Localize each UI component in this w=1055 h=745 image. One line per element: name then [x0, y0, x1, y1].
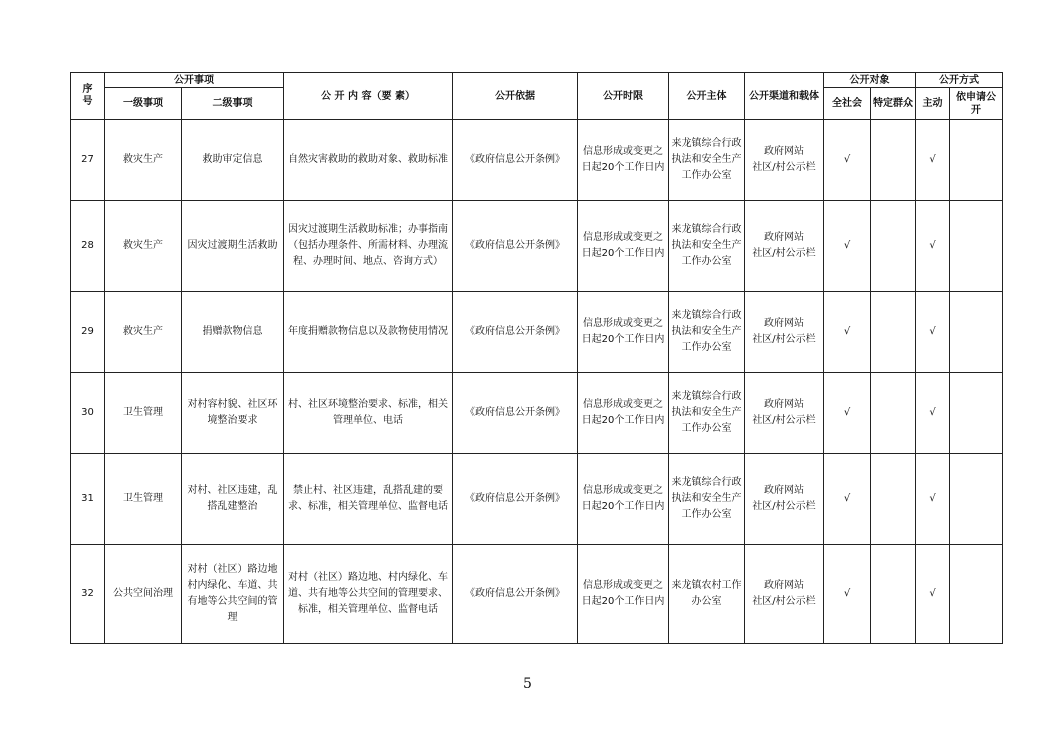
cell-no: 28 — [71, 201, 105, 292]
cell-target-all: √ — [824, 201, 871, 292]
table-row — [71, 292, 1003, 373]
header-public-items: 公开事项 — [105, 73, 284, 88]
cell-basis: 《政府信息公开条例》 — [453, 454, 578, 545]
header-basis: 公开依据 — [453, 73, 578, 120]
cell-level2: 对村（社区）路边地村内绿化、车道、共有地等公共空间的管理 — [182, 545, 284, 644]
cell-subject: 来龙镇综合行政执法和安全生产工作办公室 — [669, 201, 745, 292]
header-row-1 — [71, 73, 1003, 88]
cell-target-all: √ — [824, 545, 871, 644]
header-level1: 一级事项 — [105, 88, 182, 120]
cell-method-active: √ — [916, 120, 950, 201]
cell-channel — [745, 373, 824, 454]
channel-website: 政府网站 — [764, 146, 804, 157]
table-row — [71, 120, 1003, 201]
cell-time: 信息形成或变更之日起20个工作日内 — [578, 454, 669, 545]
cell-no: 27 — [71, 120, 105, 201]
cell-level1: 救灾生产 — [105, 120, 182, 201]
disclosure-table — [70, 72, 1003, 644]
cell-channel — [745, 201, 824, 292]
cell-level1: 卫生管理 — [105, 373, 182, 454]
cell-target-all: √ — [824, 292, 871, 373]
cell-time: 信息形成或变更之日起20个工作日内 — [578, 201, 669, 292]
cell-basis: 《政府信息公开条例》 — [453, 373, 578, 454]
header-target-all: 全社会 — [824, 88, 871, 120]
cell-target-specific — [871, 373, 916, 454]
cell-level1: 公共空间治理 — [105, 545, 182, 644]
cell-level1: 卫生管理 — [105, 454, 182, 545]
cell-target-all: √ — [824, 120, 871, 201]
cell-target-all: √ — [824, 373, 871, 454]
cell-level1: 救灾生产 — [105, 292, 182, 373]
cell-content: 对村（社区）路边地、村内绿化、车道、共有地等公共空间的管理要求、标准，相关管理单位、监督电话 — [284, 545, 453, 644]
cell-level2: 因灾过渡期生活救助 — [182, 201, 284, 292]
cell-method-active: √ — [916, 373, 950, 454]
cell-method-request — [950, 292, 1003, 373]
cell-content: 禁止村、社区违建，乱搭乱建的要求、标准，相关管理单位、监督电话 — [284, 454, 453, 545]
cell-method-active: √ — [916, 292, 950, 373]
cell-target-specific — [871, 454, 916, 545]
cell-method-request — [950, 373, 1003, 454]
cell-method-request — [950, 120, 1003, 201]
cell-level2: 对村容村貌、社区环境整治要求 — [182, 373, 284, 454]
header-subject: 公开主体 — [669, 73, 745, 120]
header-method: 公开方式 — [916, 73, 1003, 88]
cell-target-all: √ — [824, 454, 871, 545]
header-method-request: 依申请公开 — [950, 88, 1003, 120]
cell-method-request — [950, 545, 1003, 644]
cell-subject: 来龙镇综合行政执法和安全生产工作办公室 — [669, 292, 745, 373]
channel-website: 政府网站 — [764, 580, 804, 591]
cell-basis: 《政府信息公开条例》 — [453, 292, 578, 373]
header-channel: 公开渠道和载体 — [745, 73, 824, 120]
channel-notice-board: 社区/村公示栏 — [752, 596, 816, 607]
channel-website: 政府网站 — [764, 485, 804, 496]
cell-channel — [745, 545, 824, 644]
cell-level2: 捐赠款物信息 — [182, 292, 284, 373]
cell-channel — [745, 120, 824, 201]
cell-no: 31 — [71, 454, 105, 545]
table-row — [71, 545, 1003, 644]
cell-target-specific — [871, 292, 916, 373]
cell-no: 29 — [71, 292, 105, 373]
channel-website: 政府网站 — [764, 399, 804, 410]
cell-subject: 来龙镇综合行政执法和安全生产工作办公室 — [669, 454, 745, 545]
cell-basis: 《政府信息公开条例》 — [453, 120, 578, 201]
cell-content: 年度捐赠款物信息以及款物使用情况 — [284, 292, 453, 373]
table-row — [71, 454, 1003, 545]
cell-target-specific — [871, 545, 916, 644]
cell-time: 信息形成或变更之日起20个工作日内 — [578, 292, 669, 373]
channel-website: 政府网站 — [764, 232, 804, 243]
cell-method-request — [950, 454, 1003, 545]
cell-method-request — [950, 201, 1003, 292]
cell-subject: 来龙镇综合行政执法和安全生产工作办公室 — [669, 373, 745, 454]
header-seq: 序号 — [71, 73, 105, 120]
channel-notice-board: 社区/村公示栏 — [752, 248, 816, 259]
channel-website: 政府网站 — [764, 318, 804, 329]
header-time: 公开时限 — [578, 73, 669, 120]
cell-level1: 救灾生产 — [105, 201, 182, 292]
cell-content: 因灾过渡期生活救助标准；办事指南（包括办理条件、所需材料、办理流程、办理时间、地点、咨询方式） — [284, 201, 453, 292]
cell-channel — [745, 292, 824, 373]
table-row — [71, 373, 1003, 454]
header-level2: 二级事项 — [182, 88, 284, 120]
header-content: 公 开 内 容（要 素） — [284, 73, 453, 120]
cell-time: 信息形成或变更之日起20个工作日内 — [578, 120, 669, 201]
cell-method-active: √ — [916, 454, 950, 545]
cell-no: 32 — [71, 545, 105, 644]
cell-content: 村、社区环境整治要求、标准，相关管理单位、电话 — [284, 373, 453, 454]
header-method-active: 主动 — [916, 88, 950, 120]
cell-content: 自然灾害救助的救助对象、救助标准 — [284, 120, 453, 201]
channel-notice-board: 社区/村公示栏 — [752, 334, 816, 345]
page-number: 5 — [523, 676, 532, 692]
cell-subject: 来龙镇综合行政执法和安全生产工作办公室 — [669, 120, 745, 201]
table-row — [71, 201, 1003, 292]
cell-method-active: √ — [916, 201, 950, 292]
cell-target-specific — [871, 120, 916, 201]
channel-notice-board: 社区/村公示栏 — [752, 162, 816, 173]
cell-basis: 《政府信息公开条例》 — [453, 201, 578, 292]
cell-no: 30 — [71, 373, 105, 454]
cell-level2: 对村、社区违建，乱搭乱建整治 — [182, 454, 284, 545]
cell-time: 信息形成或变更之日起20个工作日内 — [578, 545, 669, 644]
cell-level2: 救助审定信息 — [182, 120, 284, 201]
cell-method-active: √ — [916, 545, 950, 644]
channel-notice-board: 社区/村公示栏 — [752, 501, 816, 512]
cell-time: 信息形成或变更之日起20个工作日内 — [578, 373, 669, 454]
cell-subject: 来龙镇农村工作办公室 — [669, 545, 745, 644]
cell-basis: 《政府信息公开条例》 — [453, 545, 578, 644]
channel-notice-board: 社区/村公示栏 — [752, 415, 816, 426]
cell-target-specific — [871, 201, 916, 292]
header-target-specific: 特定群众 — [871, 88, 916, 120]
cell-channel — [745, 454, 824, 545]
header-target: 公开对象 — [824, 73, 916, 88]
